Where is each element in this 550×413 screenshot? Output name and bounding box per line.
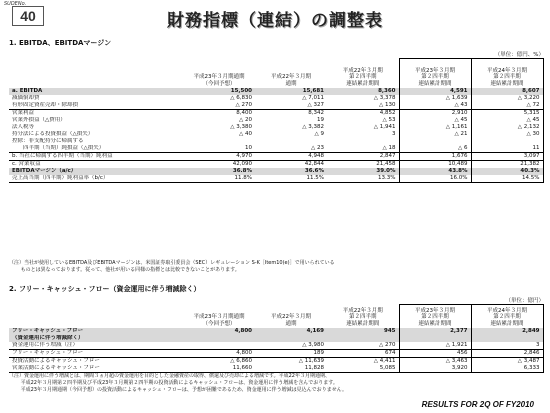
column-header: 平成23年３月期 第２四半期 連結累計期間	[399, 305, 471, 329]
page-number: 40	[12, 6, 44, 26]
cell-value: △ 3,382	[302, 124, 324, 130]
table-row	[9, 168, 543, 175]
cell-value: 2,849	[471, 328, 543, 335]
column-header: 平成22年３月期 第２四半期 連結累計期間	[342, 307, 383, 327]
cell-value: 5,085	[327, 365, 399, 373]
cell-value: △ 30	[471, 131, 543, 138]
cell-value: 3	[471, 342, 543, 350]
row-label: 営業利益	[9, 110, 183, 118]
cell-value	[471, 138, 543, 145]
cell-value: 42,844	[255, 161, 327, 169]
cell-value	[327, 138, 399, 145]
cell-value: 11.8%	[183, 175, 255, 183]
row-label: 資金運用に伴う増減（注）	[12, 342, 79, 348]
cell-value: △ 45	[399, 117, 471, 124]
cell-value	[399, 138, 471, 145]
cell-value: △ 3,380	[230, 124, 252, 130]
cell-value: △ 3,220	[471, 95, 543, 102]
row-label: 持分法による投資損益（△損失）	[12, 131, 94, 137]
column-header: 平成23年３月期通期 （今回予想）	[193, 314, 245, 327]
cell-value: 4,169	[255, 328, 327, 335]
cell-value	[183, 138, 255, 145]
cell-value: △ 23	[311, 145, 324, 151]
cell-value: △ 43	[399, 102, 471, 110]
header-blank	[9, 305, 183, 329]
table-row	[9, 131, 543, 138]
ebitda-table	[9, 58, 544, 183]
cell-value: △ 45	[471, 117, 543, 124]
cell-value: 8,607	[471, 88, 543, 95]
table-row	[9, 102, 543, 110]
cell-value: △ 1,941	[373, 124, 396, 130]
cell-value: 4,800	[183, 350, 255, 358]
cell-value: 8,400	[183, 110, 255, 118]
section2-unit: （単位：億円）	[505, 298, 544, 304]
cell-value: 4,948	[255, 153, 327, 161]
cell-value: △ 11,639	[255, 358, 327, 366]
cell-value: △ 18	[382, 145, 396, 151]
row-label: 控除：非支配持分に帰属する	[12, 138, 84, 144]
section1-unit: （単位：億円、%）	[494, 52, 544, 58]
row-label: フリー・キャッシュ・フロー	[9, 350, 183, 358]
cell-value: △ 53	[382, 117, 396, 123]
row-label: 投資活動によるキャッシュ・フロー	[9, 358, 183, 366]
slide-label: SUDENo.	[4, 1, 27, 7]
column-header: 平成23年３月期 第２四半期 連結累計期間	[399, 59, 471, 89]
table-row	[9, 110, 543, 118]
cell-value: △ 130	[379, 102, 396, 108]
section1-note: （注）当社が使用しているEBITDA及びEBITDAマージンは、米国証券取引委員会（SEC）レギュレーション S-K［Item10(e)］で用いられている ものとは異なっております。従って、他社が用いる同様の指標とは比較できないことがあります。	[9, 260, 335, 273]
cell-value: 19	[317, 117, 324, 123]
row-label: （資金運用に伴う増減除く）	[9, 335, 183, 342]
cell-value: 4,970	[183, 153, 255, 161]
cell-value: △ 3,378	[373, 95, 396, 101]
cell-value: 674	[327, 350, 399, 358]
cell-value: 11	[471, 145, 543, 153]
table-row	[9, 350, 543, 358]
page-title: 財務指標（連結）の調整表	[167, 11, 383, 31]
cell-value: 4,852	[327, 110, 399, 118]
cell-value: △ 72	[471, 102, 543, 110]
table-row	[9, 117, 543, 124]
cell-value: 6,333	[471, 365, 543, 373]
cell-value: 8,360	[327, 88, 399, 95]
cell-value: 4,800	[183, 328, 255, 335]
row-label: b. 当社に帰属する四半期（当期）純利益	[9, 153, 183, 161]
table-row	[9, 335, 543, 342]
cell-value: 2,847	[327, 153, 399, 161]
cell-value: 40.3%	[471, 168, 543, 175]
row-label: 法人税等	[12, 124, 35, 130]
footer-text: RESULTS FOR 2Q OF FY2010	[421, 400, 534, 409]
cell-value: △ 6,830	[230, 95, 252, 101]
table-row	[9, 358, 543, 366]
cell-value: 2,910	[399, 110, 471, 118]
cell-value: 8,342	[255, 110, 327, 118]
row-label: 売上高当期（四半期）純利益率（b/c）	[9, 175, 183, 183]
cell-value: 5,315	[471, 110, 543, 118]
row-label: c. 営業収益	[9, 161, 183, 169]
column-header: 平成22年３月期 通期	[271, 74, 311, 87]
row-label: 営業活動によるキャッシュ・フロー	[9, 365, 183, 373]
cell-value: △ 9	[314, 131, 324, 137]
cell-value: △ 270	[235, 102, 252, 108]
row-label: EBITDAマージン（a/c）	[9, 168, 183, 175]
cell-value	[183, 335, 255, 342]
column-header: 平成24年３月期 第２四半期 連結累計期間	[471, 305, 543, 329]
cell-value: 3	[392, 131, 396, 137]
table-row	[9, 153, 543, 161]
column-header: 平成23年３月期通期 （今回予想）	[193, 74, 245, 87]
cell-value: 1,676	[399, 153, 471, 161]
cell-value: 3,920	[399, 365, 471, 373]
table-row	[9, 175, 543, 183]
cell-value: 21,458	[327, 161, 399, 169]
cell-value: △ 21	[399, 131, 471, 138]
column-header: 平成22年３月期 通期	[271, 314, 311, 327]
cell-value: 10,489	[399, 161, 471, 169]
cell-value: 42,090	[183, 161, 255, 169]
cell-value: 456	[399, 350, 471, 358]
cell-value	[471, 335, 543, 342]
cell-value: 11.5%	[255, 175, 327, 183]
table-row	[9, 365, 543, 373]
cell-value: △ 3,487	[471, 358, 543, 366]
row-label: a. EBITDA	[9, 88, 183, 95]
table-row	[9, 138, 543, 145]
cell-value: △ 6	[399, 145, 471, 153]
cell-value: 14.5%	[471, 175, 543, 183]
cell-value: △ 327	[307, 102, 324, 108]
row-label: 減価償却費	[12, 95, 40, 101]
cell-value	[255, 335, 327, 342]
table-row	[9, 95, 543, 102]
table-row	[9, 161, 543, 169]
cell-value: 43.8%	[399, 168, 471, 175]
cell-value: 3,097	[471, 153, 543, 161]
cell-value	[255, 138, 327, 145]
cell-value: △ 20	[239, 117, 252, 123]
cell-value: △ 40	[239, 131, 252, 137]
cell-value: 39.0%	[327, 168, 399, 175]
cell-value	[183, 342, 255, 350]
cell-value: 11,828	[255, 365, 327, 373]
row-label: 営業外損益（△費用）	[12, 117, 66, 123]
row-label: フリー・キャッシュ・フロー	[9, 328, 183, 335]
section2-heading: 2. フリー・キャッシュ・フロー（資金運用に伴う増減除く）	[9, 285, 201, 293]
cell-value: △ 1,161	[399, 124, 471, 131]
cell-value: 13.3%	[327, 175, 399, 183]
cell-value: 21,382	[471, 161, 543, 169]
cell-value: 36.6%	[255, 168, 327, 175]
section2-note: （注）資金運用に伴う増減とは、期間３ヵ月超の資金運用を目的とした金融資産の取得、償還及び売却による増減です。平成22年３月期通期、 平成22年３月期第２四半期及び平成23年３月期第２四半期の投資活動によるキャッシュ・フローは、資金運用に伴う増減を含んでおります。 平成23年３月期通期（今回予想）の投資活動によるキャッシュ・フローは、予想が困難であるため、資金運用に伴う増減は見込んでおりません。	[9, 373, 347, 393]
column-header: 平成22年３月期 第２四半期 連結累計期間	[342, 67, 383, 87]
column-header: 平成24年３月期 第２四半期 連結累計期間	[471, 59, 543, 89]
cell-value: △ 3,463	[399, 358, 471, 366]
cell-value: 2,377	[399, 328, 471, 335]
table-row	[9, 328, 543, 335]
cell-value: 16.0%	[399, 175, 471, 183]
cell-value	[327, 335, 399, 342]
table-row	[9, 342, 543, 350]
table-row	[9, 145, 543, 153]
cell-value: 189	[255, 350, 327, 358]
cell-value: 11,660	[183, 365, 255, 373]
cell-value: 2,846	[471, 350, 543, 358]
cell-value: △ 4,411	[327, 358, 399, 366]
cell-value: △ 1,921	[399, 342, 471, 350]
row-label: 有形固定資産売却・除却損	[12, 102, 79, 108]
cell-value: 10	[245, 145, 252, 151]
fcf-table	[9, 304, 544, 373]
cell-value: 15,681	[255, 88, 327, 95]
cell-value: △ 270	[379, 342, 396, 348]
cell-value: △ 6,860	[183, 358, 255, 366]
section1-heading: 1. EBITDA、EBITDAマージン	[9, 39, 112, 47]
cell-value	[399, 335, 471, 342]
table-row	[9, 124, 543, 131]
cell-value: 15,500	[183, 88, 255, 95]
cell-value: 945	[327, 328, 399, 335]
cell-value: 4,591	[399, 88, 471, 95]
cell-value: △ 3,980	[302, 342, 324, 348]
cell-value: △ 2,132	[471, 124, 543, 131]
header-blank	[9, 59, 183, 89]
cell-value: △ 1,639	[399, 95, 471, 102]
cell-value: △ 7,011	[302, 95, 324, 101]
table-row	[9, 88, 543, 95]
cell-value: 36.8%	[183, 168, 255, 175]
row-label: 四半期（当期）純損益（△損失）	[12, 145, 105, 151]
